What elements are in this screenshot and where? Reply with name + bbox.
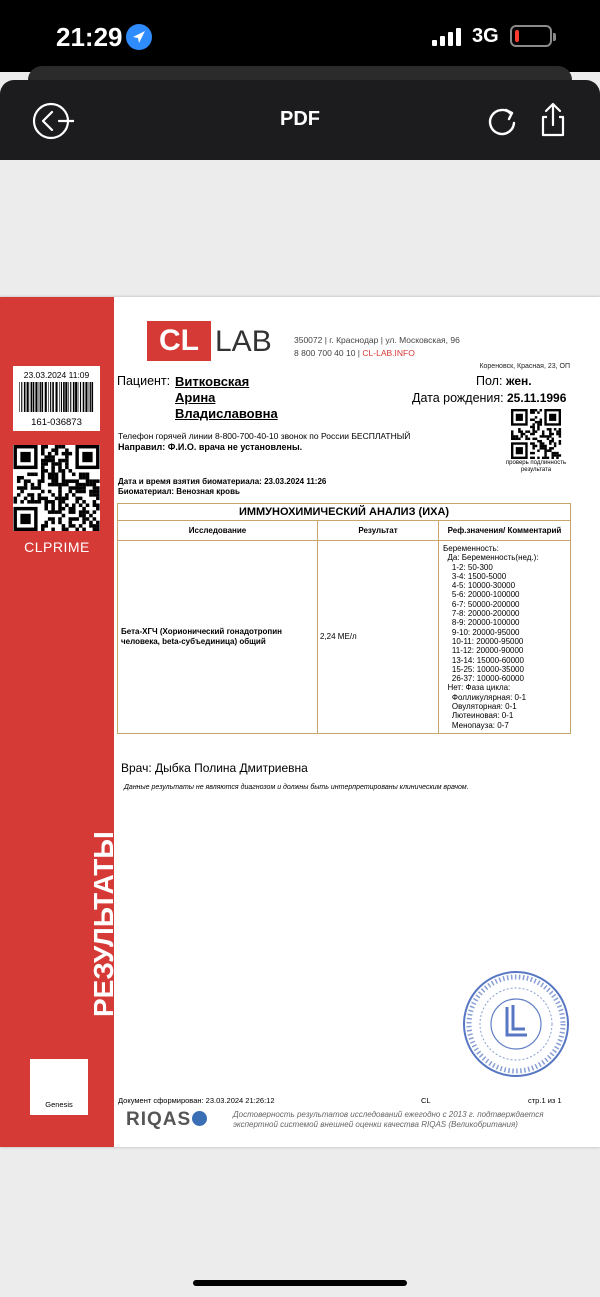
barcode-icon <box>19 382 94 412</box>
sex-label: Пол: <box>476 374 503 388</box>
riqas-note-line2: экспертной системой внешней оценки качества RIQAS (Великобритания) <box>233 1120 518 1129</box>
lab-site-link[interactable]: CL-LAB.INFO <box>362 348 415 358</box>
footer-center: CL <box>421 1096 431 1105</box>
reference-line: Беременность: <box>443 544 499 553</box>
reference-line: 10-11: 20000-95000 <box>443 636 524 646</box>
reference-line: Нет: Фаза цикла: <box>443 683 511 693</box>
col-header-result: Результат <box>318 521 439 541</box>
sample-code: 161-036873 <box>31 417 82 428</box>
reference-values <box>439 541 571 734</box>
sex-value: жен. <box>506 374 532 388</box>
logo-lab: LAB <box>215 325 272 358</box>
pdf-page[interactable] <box>0 297 600 1147</box>
signal-icon <box>432 28 462 46</box>
lab-phone: 8 800 700 40 10 | <box>294 348 363 358</box>
col-header-test: Исследование <box>118 521 318 541</box>
verify-qr-code-icon <box>510 409 562 459</box>
disclaimer: Данные результаты не являются диагнозом и должны быть интерпретированы клиническим врачом. <box>124 784 469 791</box>
qr-code-box <box>13 445 100 531</box>
reload-button[interactable] <box>480 98 526 144</box>
partner-name: Genesis <box>45 1100 73 1109</box>
reference-line: Менопауза: 0-7 <box>443 720 509 730</box>
share-button[interactable] <box>530 98 576 144</box>
reference-line: 11-12: 20000-90000 <box>443 646 524 656</box>
riqas-note <box>233 1110 544 1130</box>
table-caption: ИММУНОХИМИЧЕСКИЙ АНАЛИЗ (ИХА) <box>118 504 571 521</box>
sample-datetime: Дата и время взятия биоматериала: 23.03.2024 11:26 <box>118 477 327 486</box>
reference-line: Фолликулярная: 0-1 <box>443 692 527 702</box>
generated-at: Документ сформирован: 23.03.2024 21:26:12 <box>118 1096 275 1105</box>
reference-line: 9-10: 20000-95000 <box>443 627 520 637</box>
pdf-viewer-toolbar <box>0 80 600 160</box>
test-name: Бета-ХГЧ (Хорионический гонадотропин человека, beta-субъединица) общий <box>118 541 318 734</box>
barcode-label <box>13 366 100 431</box>
patient-patronymic: Владиславовна <box>175 406 278 421</box>
sample-date: 23.03.2024 11:09 <box>23 370 90 380</box>
qr-code-icon <box>13 445 100 531</box>
status-bar <box>0 0 600 72</box>
table-row <box>118 541 571 734</box>
reference-line: 8-9: 20000-100000 <box>443 618 520 628</box>
reference-line: 6-7: 50000-200000 <box>443 599 520 609</box>
page-number: стр.1 из 1 <box>528 1096 562 1105</box>
location-arrow-icon <box>126 24 152 50</box>
lab-address: 350072 | г. Краснодар | ул. Московская, 96 <box>294 335 460 345</box>
riqas-name: RIQAS <box>126 1109 192 1130</box>
viewer-title: PDF <box>280 108 320 130</box>
share-icon <box>530 98 576 144</box>
clinic-stamp-icon <box>461 969 571 1079</box>
results-table <box>117 503 571 734</box>
hotline-text: Телефон горячей линии 8-800-700-40-10 звонок по России БЕСПЛАТНЫЙ <box>118 431 411 441</box>
directed-by: Направил: Ф.И.О. врача не установлены. <box>118 442 303 452</box>
lab-contacts <box>294 348 415 358</box>
dob-label: Дата рождения: <box>412 391 504 405</box>
reference-line: 15-25: 10000-35000 <box>443 664 524 674</box>
patient-surname: Витковская <box>175 374 250 389</box>
status-time: 21:29 <box>56 22 123 52</box>
battery-low-icon <box>510 25 552 47</box>
patient-label: Пациент: <box>117 374 171 388</box>
home-indicator[interactable] <box>193 1280 407 1286</box>
reference-line: 1-2: 50-300 <box>443 562 493 572</box>
reload-icon <box>480 98 526 144</box>
riqas-note-line1: Достоверность результатов исследований ежегодно с 2013 г. подтверждается <box>233 1110 544 1119</box>
reference-line: 13-14: 15000-60000 <box>443 655 524 665</box>
globe-icon <box>192 1111 207 1126</box>
doctor-name: Врач: Дыбка Полина Дмитриевна <box>121 761 308 775</box>
branch-address: Кореновск, Красная, 23, ОП <box>479 363 570 370</box>
col-header-reference: Реф.значения/ Комментарий <box>439 521 571 541</box>
brand-clprime: CLPRIME <box>24 539 90 555</box>
riqas-logo <box>126 1109 207 1131</box>
reference-line: 5-6: 20000-100000 <box>443 590 520 600</box>
reference-line: 7-8: 20000-200000 <box>443 609 520 619</box>
logo-cl: CL <box>147 321 211 361</box>
dob-value: 25.11.1996 <box>507 391 567 405</box>
reference-line: 26-37: 10000-60000 <box>443 674 524 684</box>
biomaterial: Биоматериал: Венозная кровь <box>118 487 240 496</box>
test-result: 2,24 МЕ/л <box>318 541 439 734</box>
reference-line: 3-4: 1500-5000 <box>443 571 507 581</box>
partner-logo <box>30 1059 88 1115</box>
reference-line: Овуляторная: 0-1 <box>443 702 517 712</box>
reference-line: Лютеиновая: 0-1 <box>443 711 514 721</box>
patient-name: Арина <box>175 390 216 405</box>
sidebar-vertical-title <box>87 831 153 1017</box>
vertical-title-line2: АНАЛИЗОВ <box>121 857 152 1017</box>
verify-text: проверь подлинность результата <box>505 460 567 473</box>
reference-line: Да: Беременность(нед.): <box>443 553 539 563</box>
reference-line: 4-5: 10000-30000 <box>443 581 516 591</box>
network-type: 3G <box>472 25 499 47</box>
vertical-title-line1: РЕЗУЛЬТАТЫ <box>88 831 119 1017</box>
